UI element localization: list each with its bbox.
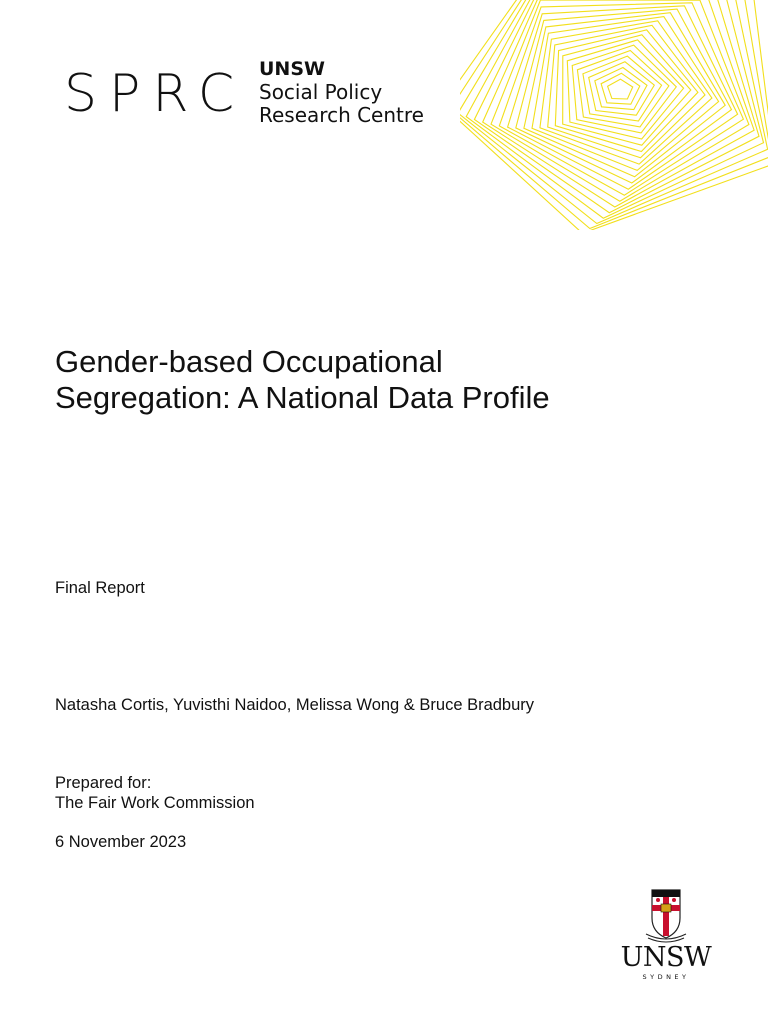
sprc-logo-mark: SPRC bbox=[64, 64, 247, 124]
title-line-2: Segregation: A National Data Profile bbox=[55, 380, 550, 415]
pentagon-ring bbox=[583, 56, 662, 121]
report-date: 6 November 2023 bbox=[55, 833, 187, 851]
logo-research-centre: Research Centre bbox=[259, 103, 424, 127]
pentagon-ring bbox=[460, 0, 768, 230]
prepared-for-label: Prepared for: bbox=[55, 774, 152, 792]
logo-social-policy: Social Policy bbox=[259, 80, 383, 104]
unsw-sydney-logo bbox=[618, 888, 714, 984]
pentagon-ring bbox=[572, 45, 676, 133]
unsw-wordmark: UNSW bbox=[620, 942, 712, 973]
sprc-logo-text bbox=[259, 60, 424, 125]
pentagon-ring bbox=[589, 62, 655, 115]
pentagon-ring bbox=[601, 73, 640, 104]
authors: Natasha Cortis, Yuvisthi Naidoo, Melissa Wong & Bruce Bradbury bbox=[55, 696, 535, 714]
pentagon-ring bbox=[460, 0, 768, 229]
report-type: Final Report bbox=[55, 579, 145, 597]
pentagon-ring bbox=[608, 79, 633, 99]
logo-unsw: UNSW bbox=[259, 58, 325, 80]
title-line-1: Gender-based Occupational bbox=[55, 344, 443, 379]
decorative-pentagon-pattern bbox=[460, 0, 768, 230]
unsw-crest-icon bbox=[618, 888, 714, 948]
prepared-for: The Fair Work Commission bbox=[55, 794, 255, 812]
sydney-wordmark: SYDNEY bbox=[642, 973, 690, 981]
document-title bbox=[55, 344, 735, 416]
